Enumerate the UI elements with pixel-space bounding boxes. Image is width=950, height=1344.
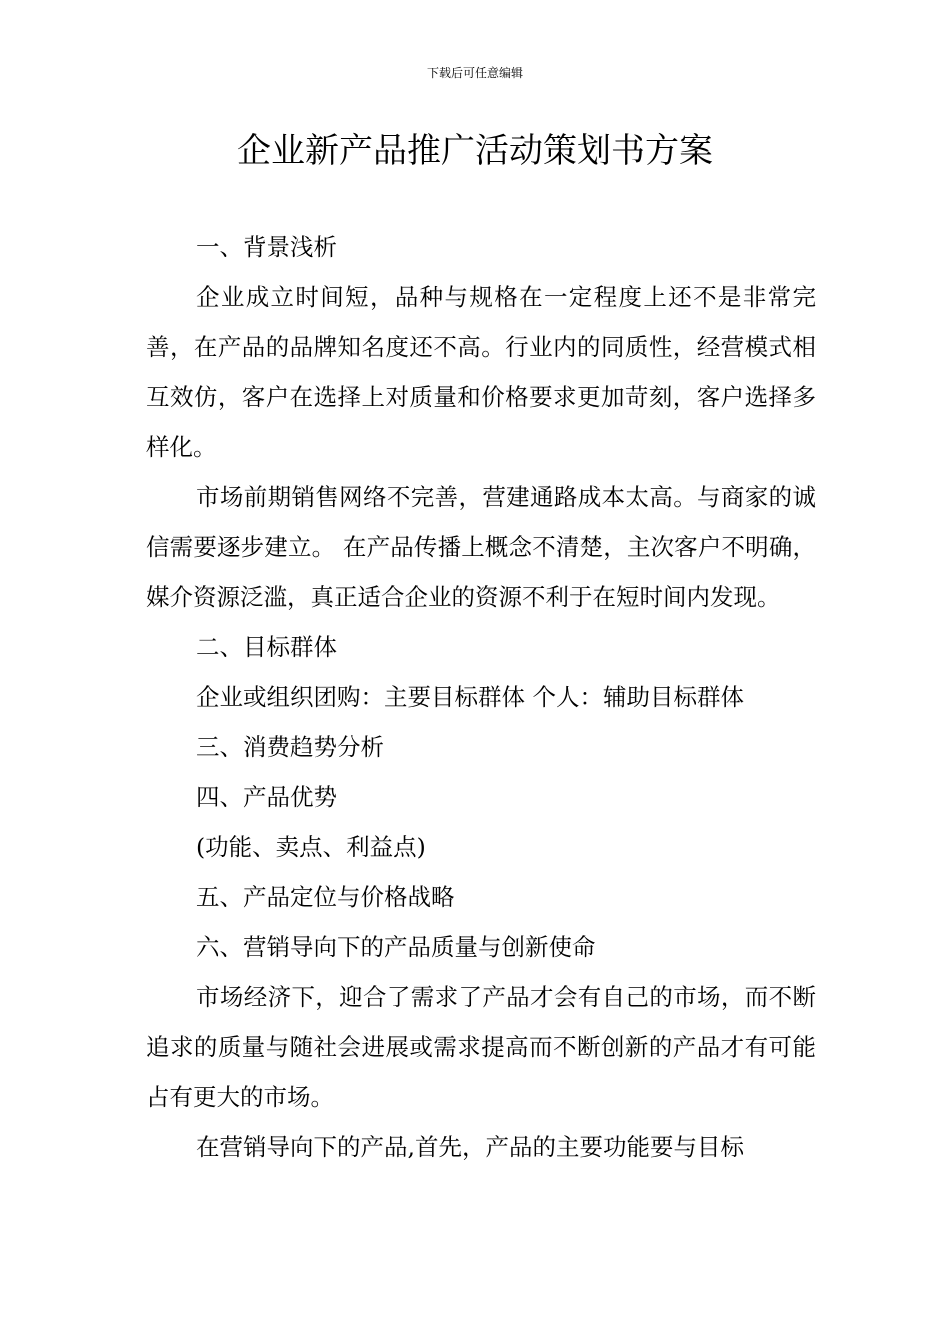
target-group-line: 企业或组织团购：主要目标群体 个人：辅助目标群体 [196, 683, 744, 711]
document-body [146, 222, 816, 1172]
page-header-note: 下载后可任意编辑 [426, 66, 523, 80]
paragraph-background-1: 企业成立时间短，品种与规格在一定程度上还不是非常完善，在产品的品牌知名度还不高。行业内的同质性，经营模式相互效仿，客户在选择上对质量和价格要求更加苛刻，客户选择多样化。 [146, 283, 816, 461]
product-advantage-note: (功能、卖点、利益点) [196, 833, 426, 861]
document-title: 企业新产品推广活动策划书方案 [237, 131, 713, 171]
section-heading-consumption-trend: 三、消费趋势分析 [196, 733, 384, 761]
section-heading-product-advantage: 四、产品优势 [196, 783, 337, 811]
paragraph-background-2: 市场前期销售网络不完善，营建通路成本太高。与商家的诚信需要逐步建立。 在产品传播上概念不清楚，主次客户不明确，媒介资源泛滥，真正适合企业的资源不利于在短时间内发现。 [146, 483, 816, 611]
paragraph-quality-innovation-1: 市场经济下，迎合了需求了产品才会有自己的市场，而不断追求的质量与随社会进展或需求提高而不断创新的产品才有可能占有更大的市场。 [146, 983, 816, 1111]
paragraph-quality-innovation-2: 在营销导向下的产品,首先，产品的主要功能要与目标 [196, 1133, 744, 1161]
section-heading-quality-innovation: 六、营销导向下的产品质量与创新使命 [196, 933, 596, 961]
section-heading-positioning-pricing: 五、产品定位与价格战略 [196, 883, 455, 911]
section-heading-target-group: 二、目标群体 [196, 633, 337, 661]
section-heading-background: 一、背景浅析 [196, 233, 337, 261]
